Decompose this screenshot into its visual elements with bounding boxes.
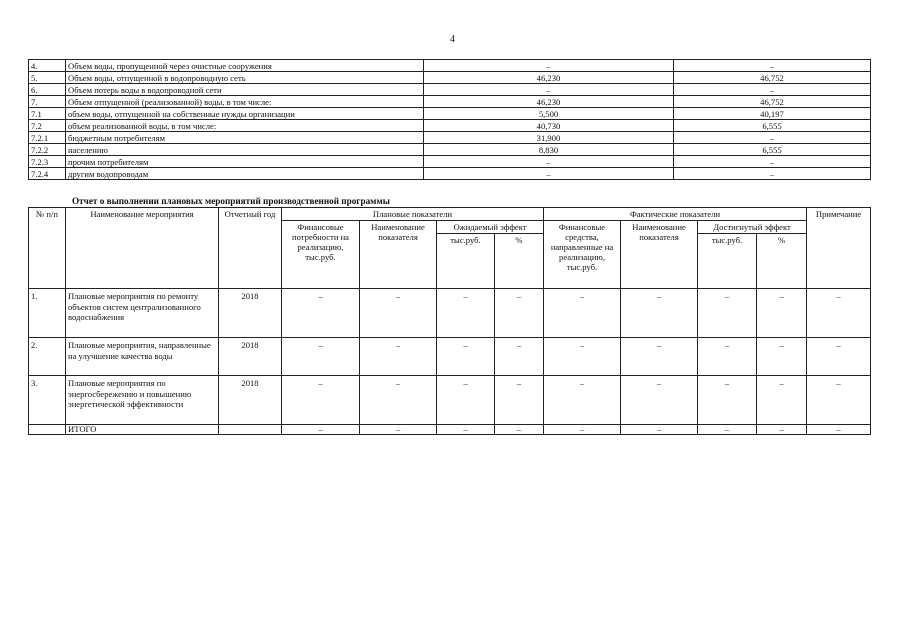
- indicator-num: 7.2: [29, 120, 66, 132]
- report-row-value: –: [698, 289, 757, 338]
- header-fact-indicator: Наименование показателя: [621, 221, 698, 289]
- indicator-name: объем воды, отпущенной на собственные нужды организации: [66, 108, 424, 120]
- report-total-value: –: [757, 425, 807, 435]
- indicator-fact-value: 40,197: [674, 108, 871, 120]
- report-row-year: 2018: [219, 376, 282, 425]
- header-note: Примечание: [807, 208, 871, 289]
- report-total-label: ИТОГО: [66, 425, 219, 435]
- indicator-name: прочим потребителям: [66, 156, 424, 168]
- report-total-value: –: [437, 425, 495, 435]
- report-row-value: –: [698, 338, 757, 376]
- indicator-row: [29, 84, 871, 96]
- report-row-name: Плановые мероприятия по ремонту объектов систем централизованного водоснабжения: [66, 289, 219, 338]
- header-actual: Фактические показатели: [544, 208, 807, 221]
- indicator-num: 7.2.3: [29, 156, 66, 168]
- report-row-value: –: [807, 376, 871, 425]
- report-row-value: –: [621, 289, 698, 338]
- indicator-row: [29, 60, 871, 72]
- indicator-plan-value: 8,830: [424, 144, 674, 156]
- report-row: [29, 289, 871, 338]
- indicator-row: [29, 96, 871, 108]
- header-achieved-effect: Достигнутый эффект: [698, 221, 807, 234]
- report-total-row: [29, 425, 871, 435]
- report-row-value: –: [437, 338, 495, 376]
- indicator-row: [29, 132, 871, 144]
- indicator-num: 7.2.2: [29, 144, 66, 156]
- indicators-table-body: [29, 60, 871, 180]
- header-fact-finance: Финансовые средства, направленные на реализацию, тыс.руб.: [544, 221, 621, 289]
- header-expected-effect: Ожидаемый эффект: [437, 221, 544, 234]
- report-row-value: –: [495, 376, 544, 425]
- indicator-plan-value: –: [424, 60, 674, 72]
- indicator-name: бюджетным потребителям: [66, 132, 424, 144]
- report-row-value: –: [437, 376, 495, 425]
- indicator-name: населению: [66, 144, 424, 156]
- report-total-year: [219, 425, 282, 435]
- report-total-value: –: [282, 425, 360, 435]
- indicator-plan-value: 5,500: [424, 108, 674, 120]
- header-num: № п/п: [29, 208, 66, 289]
- indicator-plan-value: –: [424, 84, 674, 96]
- report-total-value: –: [807, 425, 871, 435]
- report-row-value: –: [282, 338, 360, 376]
- report-total-num: [29, 425, 66, 435]
- indicator-fact-value: –: [674, 168, 871, 180]
- indicator-plan-value: 40,730: [424, 120, 674, 132]
- indicator-num: 5.: [29, 72, 66, 84]
- report-row-value: –: [807, 289, 871, 338]
- indicator-num: 7.: [29, 96, 66, 108]
- report-row-value: –: [360, 376, 437, 425]
- indicator-fact-value: 46,752: [674, 96, 871, 108]
- report-total-value: –: [495, 425, 544, 435]
- report-row-num: 1.: [29, 289, 66, 338]
- indicator-name: Объем воды, пропущенной через очистные сооружения: [66, 60, 424, 72]
- report-total-value: –: [621, 425, 698, 435]
- report-row-value: –: [621, 338, 698, 376]
- indicator-name: другим водопроводам: [66, 168, 424, 180]
- header-name: Наименование мероприятия: [66, 208, 219, 289]
- report-row-value: –: [360, 338, 437, 376]
- indicator-fact-value: –: [674, 132, 871, 144]
- header-achieved-percent: %: [757, 234, 807, 289]
- report-row-num: 2.: [29, 338, 66, 376]
- report-row-value: –: [757, 376, 807, 425]
- report-total-value: –: [544, 425, 621, 435]
- header-planned: Плановые показатели: [282, 208, 544, 221]
- report-row-year: 2018: [219, 338, 282, 376]
- indicator-num: 7.2.4: [29, 168, 66, 180]
- indicator-num: 7.2.1: [29, 132, 66, 144]
- indicator-num: 6.: [29, 84, 66, 96]
- indicator-name: объем реализованной воды, в том числе:: [66, 120, 424, 132]
- report-row-value: –: [698, 376, 757, 425]
- indicator-fact-value: –: [674, 84, 871, 96]
- report-row-value: –: [437, 289, 495, 338]
- indicator-fact-value: 6,555: [674, 120, 871, 132]
- report-row-name: Плановые мероприятия, направленные на улучшение качества воды: [66, 338, 219, 376]
- indicator-plan-value: 31,900: [424, 132, 674, 144]
- report-row-name: Плановые мероприятия по энергосбережению и повышению энергетической эффективности: [66, 376, 219, 425]
- indicator-fact-value: 46,752: [674, 72, 871, 84]
- report-row: [29, 376, 871, 425]
- report-row-value: –: [544, 376, 621, 425]
- report-row-value: –: [282, 289, 360, 338]
- report-row-value: –: [360, 289, 437, 338]
- indicator-fact-value: –: [674, 60, 871, 72]
- report-row-year: 2018: [219, 289, 282, 338]
- indicator-plan-value: 46,230: [424, 96, 674, 108]
- header-year: Отчетный год: [219, 208, 282, 289]
- report-total-value: –: [698, 425, 757, 435]
- report-row-value: –: [544, 289, 621, 338]
- page-number: 4: [450, 34, 455, 45]
- header-expected-rub: тыс.руб.: [437, 234, 495, 289]
- report-row-value: –: [495, 338, 544, 376]
- indicator-fact-value: –: [674, 156, 871, 168]
- report-row-value: –: [757, 338, 807, 376]
- report-row-value: –: [757, 289, 807, 338]
- indicator-row: [29, 156, 871, 168]
- indicator-num: 7.1: [29, 108, 66, 120]
- indicator-fact-value: 6,555: [674, 144, 871, 156]
- report-row-value: –: [544, 338, 621, 376]
- indicator-name: Объем отпущенной (реализованной) воды, в том числе:: [66, 96, 424, 108]
- indicator-name: Объем потерь воды в водопроводной сети: [66, 84, 424, 96]
- report-row-num: 3.: [29, 376, 66, 425]
- report-title: Отчет о выполнении плановых мероприятий производственной программы: [72, 196, 390, 206]
- indicator-name: Объем воды, отпущенной в водопроводную сеть: [66, 72, 424, 84]
- header-achieved-rub: тыс.руб.: [698, 234, 757, 289]
- indicator-row: [29, 120, 871, 132]
- indicator-row: [29, 72, 871, 84]
- indicator-num: 4.: [29, 60, 66, 72]
- report-total-value: –: [360, 425, 437, 435]
- report-row-value: –: [807, 338, 871, 376]
- indicator-row: [29, 168, 871, 180]
- indicator-row: [29, 144, 871, 156]
- report-row-value: –: [282, 376, 360, 425]
- header-expected-percent: %: [495, 234, 544, 289]
- report-row: [29, 338, 871, 376]
- indicator-row: [29, 108, 871, 120]
- indicator-plan-value: –: [424, 168, 674, 180]
- report-row-value: –: [495, 289, 544, 338]
- indicator-plan-value: –: [424, 156, 674, 168]
- header-plan-finance: Финансовые потребности на реализацию, тыс.руб.: [282, 221, 360, 289]
- indicators-table: [28, 59, 871, 180]
- header-plan-indicator: Наименование показателя: [360, 221, 437, 289]
- report-row-value: –: [621, 376, 698, 425]
- report-table: [28, 207, 871, 435]
- report-table-body: [29, 289, 871, 435]
- indicator-plan-value: 46,230: [424, 72, 674, 84]
